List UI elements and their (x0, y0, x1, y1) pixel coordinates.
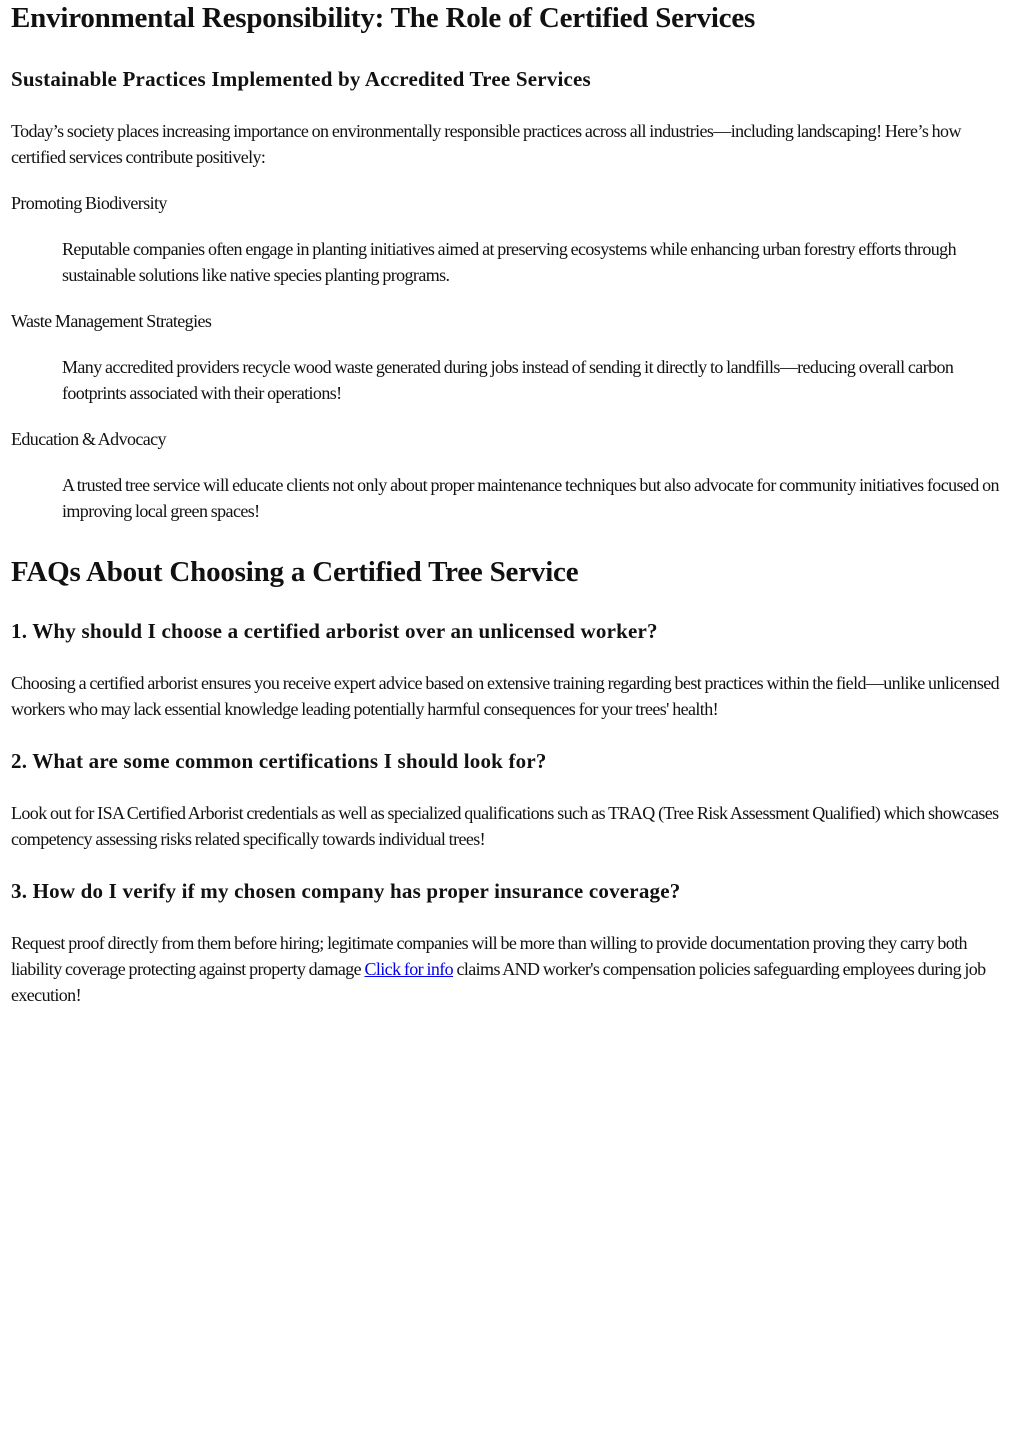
item-body-biodiversity: Reputable companies often engage in planting initiatives aimed at preserving ecosystems while enhancing urban forestry efforts through sustainable solutions like native species planting programs. (62, 239, 956, 285)
faq-heading: FAQs About Choosing a Certified Tree Service (11, 556, 579, 588)
faq-question-1: 1. Why should I choose a certified arborist over an unlicensed worker? (11, 619, 658, 643)
click-for-info-link[interactable]: Click for info (364, 959, 454, 979)
sustainable-intro-paragraph: Today’s society places increasing importance on environmentally responsible practices across all industries—including landscaping! Here’s how certified services contribute positively: (11, 121, 961, 167)
item-title-education-advocacy: Education & Advocacy (11, 429, 166, 449)
faq-answer-1: Choosing a certified arborist ensures you receive expert advice based on extensive training regarding best practices within the field—unlike unlicensed workers who may lack essential knowledge leading potentially harmful consequences for your trees' health! (11, 673, 1000, 719)
document-page (11, 0, 1001, 1008)
item-body-education-advocacy: A trusted tree service will educate clients not only about proper maintenance techniques but also advocate for community initiatives focused on improving local green spaces! (62, 475, 999, 521)
item-title-biodiversity: Promoting Biodiversity (11, 193, 167, 213)
faq-question-3: 3. How do I verify if my chosen company has proper insurance coverage? (11, 879, 681, 903)
item-title-waste-management: Waste Management Strategies (11, 311, 212, 331)
main-heading: Environmental Responsibility: The Role of Certified Services (11, 2, 756, 34)
faq-answer-3-text-after-link: claims AND worker's compensation policies safeguarding employees during job execution! (11, 959, 986, 1005)
item-body-waste-management: Many accredited providers recycle wood waste generated during jobs instead of sending it directly to landfills—reducing overall carbon footprints associated with their operations! (62, 357, 954, 403)
faq-answer-3-text-before-link: Request proof directly from them before hiring; legitimate companies will be more than willing to provide documentation proving they carry both liability coverage protecting against property damage (11, 933, 967, 979)
faq-answer-3 (11, 930, 1001, 1008)
sustainable-practices-heading: Sustainable Practices Implemented by Accredited Tree Services (11, 67, 591, 91)
faq-question-2: 2. What are some common certifications I should look for? (11, 749, 547, 773)
faq-answer-2: Look out for ISA Certified Arborist credentials as well as specialized qualifications such as TRAQ (Tree Risk Assessment Qualified) which showcases competency assessing risks related specifically towards individual trees! (11, 803, 999, 849)
